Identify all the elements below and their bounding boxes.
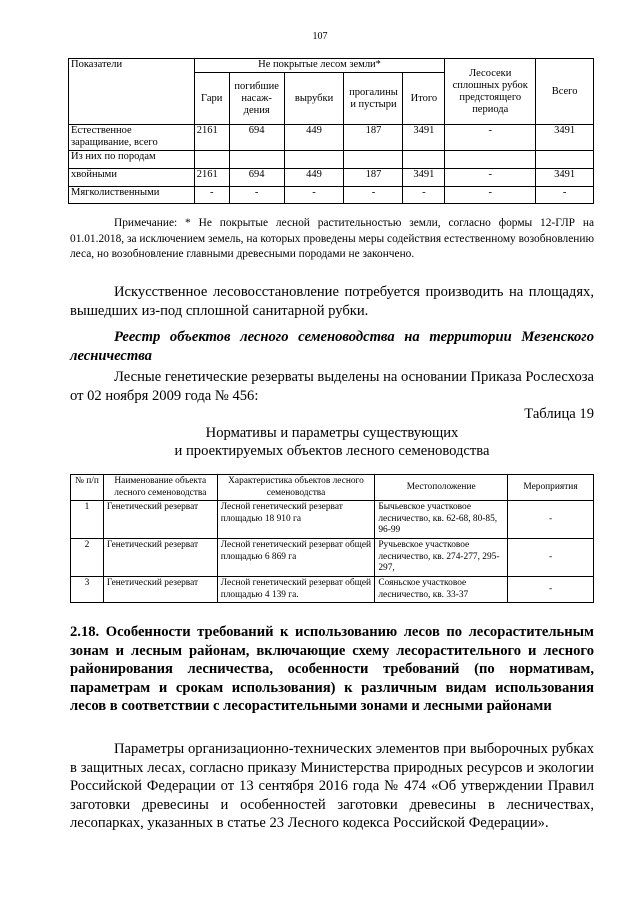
table-row	[71, 539, 594, 577]
cell: 694	[229, 125, 284, 151]
cell: 3491	[536, 169, 594, 187]
cell: 449	[284, 169, 344, 187]
cell: 187	[344, 169, 403, 187]
cell-location: Бычьевское участковое лесничество, кв. 62-68, 80-85, 96-99	[375, 501, 508, 539]
header-unforested-lands: Не покрытые лесом земли*	[194, 59, 445, 73]
cell: 449	[284, 125, 344, 151]
cell: 187	[344, 125, 403, 151]
cell-num: 2	[71, 539, 104, 577]
cell: 3491	[403, 169, 445, 187]
header-glades: прогалины и пустыри	[344, 73, 403, 125]
section-title: 2.18. Особенности требований к использованию лесов по лесорастительным зонам и лесным районам, включающие схему лесорастительного и лесного районирования лесничества, особенности требований (по нормативам, параметрам и срокам использования) к различным видам использования лесов в соответствии с лесорастительными зонами и лесными районами	[70, 624, 594, 715]
cell: -	[445, 187, 536, 204]
header-num: № п/п	[71, 475, 104, 501]
header-clearcut-areas: Лесосеки сплошных рубок предстоящего периода	[445, 59, 536, 125]
header-burns: Гари	[194, 73, 229, 125]
cell: -	[344, 187, 403, 204]
cell-name: Генетический резерват	[103, 577, 217, 603]
cell: -	[445, 169, 536, 187]
table-row	[69, 151, 594, 169]
header-characteristics: Характеристика объектов лесного семеноводства	[217, 475, 375, 501]
header-total: Всего	[536, 59, 594, 125]
seed-objects-table	[70, 474, 594, 603]
table-title	[70, 424, 594, 460]
header-location: Местоположение	[375, 475, 508, 501]
table-row	[69, 187, 594, 204]
cell-char: Лесной генетический резерват площадью 18 910 га	[217, 501, 375, 539]
cell: 2161	[194, 169, 229, 187]
cell: -	[536, 187, 594, 204]
cell-measures: -	[508, 539, 594, 577]
table-row	[71, 501, 594, 539]
row-label: Из них по породам	[69, 151, 195, 169]
cell: 694	[229, 169, 284, 187]
header-dead-stands: погибшие насаж-дения	[229, 73, 284, 125]
cell-name: Генетический резерват	[103, 501, 217, 539]
cell: 3491	[536, 125, 594, 151]
cell-char: Лесной генетический резерват общей площадью 4 139 га.	[217, 577, 375, 603]
cell-measures: -	[508, 501, 594, 539]
cell: -	[229, 187, 284, 204]
cell: -	[403, 187, 445, 204]
forest-regeneration-table	[68, 58, 594, 204]
cell-name: Генетический резерват	[103, 539, 217, 577]
header-subtotal: Итого	[403, 73, 445, 125]
cell-char: Лесной генетический резерват общей площадью 6 869 га	[217, 539, 375, 577]
row-label: Мягколиственными	[69, 187, 195, 204]
cell: 3491	[403, 125, 445, 151]
cell: -	[445, 125, 536, 151]
header-indicators: Показатели	[69, 59, 195, 125]
cell: -	[194, 187, 229, 204]
table-row	[69, 125, 594, 151]
header-measures: Мероприятия	[508, 475, 594, 501]
paragraph-selective-cutting: Параметры организационно-технических элементов при выборочных рубках в защитных лесах, согласно приказу Министерства природных ресурсов и экологии Российской Федерации от 13 сентября 2016 года № 474 «Об утверждении Правил заготовки древесины и особенностей заготовки древесины в лесничествах, лесопарках, указанных в статье 23 Лесного кодекса Российской Федерации».	[70, 741, 594, 832]
paragraph-genetic-reserves: Лесные генетические резерваты выделены на основании Приказа Рослесхоза от 02 ноября 2009 года № 456:	[70, 369, 594, 404]
page-number: 107	[312, 31, 328, 42]
cell-location: Сояньское участковое лесничество, кв. 33-37	[375, 577, 508, 603]
table-note: Примечание: * Не покрытые лесной растительностью земли, согласно формы 12-ГЛР на 01.01.2018, за исключением земель, на которых проведены меры содействия естественному возобновлению леса, но возобновление главными древесными породами не закончено.	[70, 217, 594, 261]
cell-num: 3	[71, 577, 104, 603]
row-label: хвойными	[69, 169, 195, 187]
table-title-line-2: и проектируемых объектов лесного семеноводства	[174, 443, 490, 459]
paragraph-reforestation: Искусственное лесовосстановление потребуется производить на площадях, вышедших из-под сплошной санитарной рубки.	[70, 284, 594, 319]
heading-seed-registry: Реестр объектов лесного семеноводства на территории Мезенского лесничества	[70, 329, 594, 364]
row-label: Естественное заращивание, всего	[69, 125, 195, 151]
cell: -	[284, 187, 344, 204]
header-cuttings: вырубки	[284, 73, 344, 125]
cell-measures: -	[508, 577, 594, 603]
cell-location: Ручьевское участковое лесничество, кв. 274-277, 295-297,	[375, 539, 508, 577]
table-title-line-1: Нормативы и параметры существующих	[205, 425, 459, 441]
table-label: Таблица 19	[524, 406, 594, 422]
table-row	[71, 577, 594, 603]
cell-num: 1	[71, 501, 104, 539]
header-object-name: Наименование объекта лесного семеноводства	[103, 475, 217, 501]
table-row	[69, 169, 594, 187]
cell: 2161	[194, 125, 229, 151]
